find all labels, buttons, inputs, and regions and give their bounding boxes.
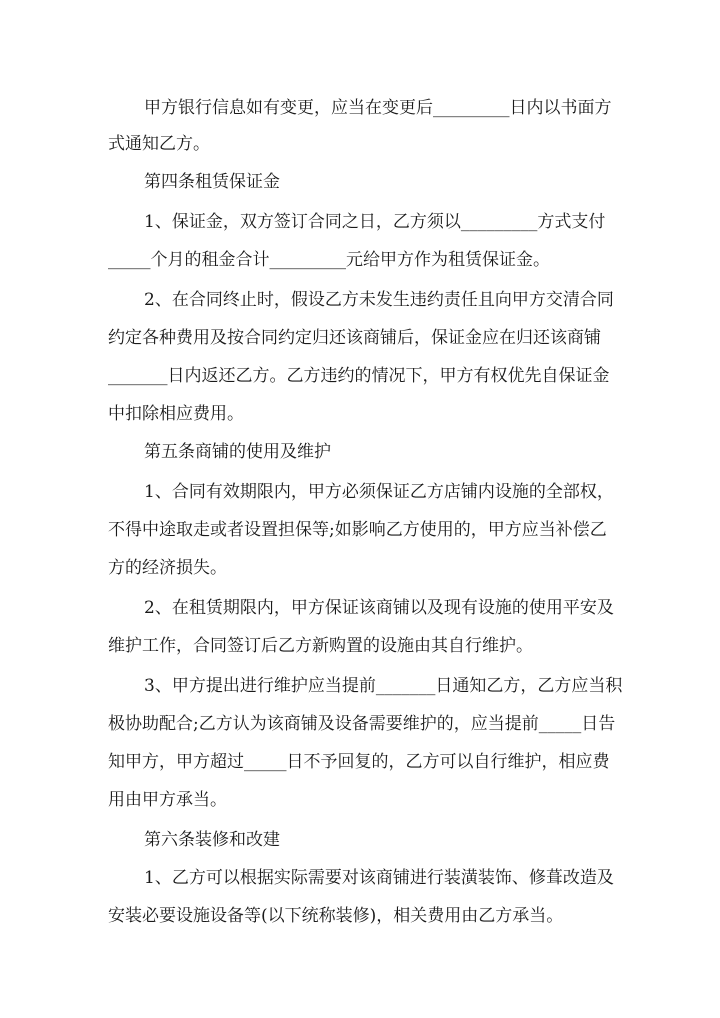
paragraph-line: 知甲方，甲方超过_____日不予回复的，乙方可以自行维护，相应费	[108, 752, 610, 772]
paragraph-line: 式通知乙方。	[108, 134, 210, 154]
section-heading-article-5: 第五条商铺的使用及维护	[144, 442, 331, 462]
paragraph-line: 极协助配合;乙方认为该商铺及设备需要维护的，应当提前_____日告	[108, 714, 616, 734]
paragraph-line: 1、合同有效期限内，甲方必须保证乙方店铺内设施的全部权，	[144, 482, 614, 502]
paragraph-line: _______日内返还乙方。乙方违约的情况下，甲方有权优先自保证金	[108, 366, 610, 386]
paragraph-line: 安装必要设施设备等(以下统称装修)，相关费用由乙方承当。	[108, 906, 564, 926]
paragraph-line: 2、在租赁期限内，甲方保证该商铺以及现有设施的使用平安及	[144, 598, 614, 618]
paragraph-line: 用由甲方承当。	[108, 790, 227, 810]
paragraph-line: _____个月的租金合计_________元给甲方作为租赁保证金。	[108, 250, 550, 270]
paragraph-line: 甲方银行信息如有变更，应当在变更后_________日内以书面方	[144, 98, 612, 118]
paragraph-line: 约定各种费用及按合同约定归还该商铺后，保证金应在归还该商铺	[108, 328, 601, 348]
section-heading-article-4: 第四条租赁保证金	[144, 172, 280, 192]
paragraph-line: 3、甲方提出进行维护应当提前_______日通知乙方，乙方应当积	[144, 676, 623, 696]
paragraph-line: 维护工作，合同签订后乙方新购置的设施由其自行维护。	[108, 636, 533, 656]
section-heading-article-6: 第六条装修和改建	[144, 830, 280, 850]
paragraph-line: 不得中途取走或者设置担保等;如影响乙方使用的，甲方应当补偿乙	[108, 520, 607, 540]
paragraph-line: 1、乙方可以根据实际需要对该商铺进行装潢装饰、修葺改造及	[144, 868, 614, 888]
paragraph-line: 2、在合同终止时，假设乙方未发生违约责任且向甲方交清合同	[144, 290, 614, 310]
paragraph-line: 1、保证金，双方签订合同之日，乙方须以_________方式支付	[144, 212, 606, 232]
paragraph-line: 方的经济损失。	[108, 558, 227, 578]
paragraph-line: 中扣除相应费用。	[108, 404, 244, 424]
